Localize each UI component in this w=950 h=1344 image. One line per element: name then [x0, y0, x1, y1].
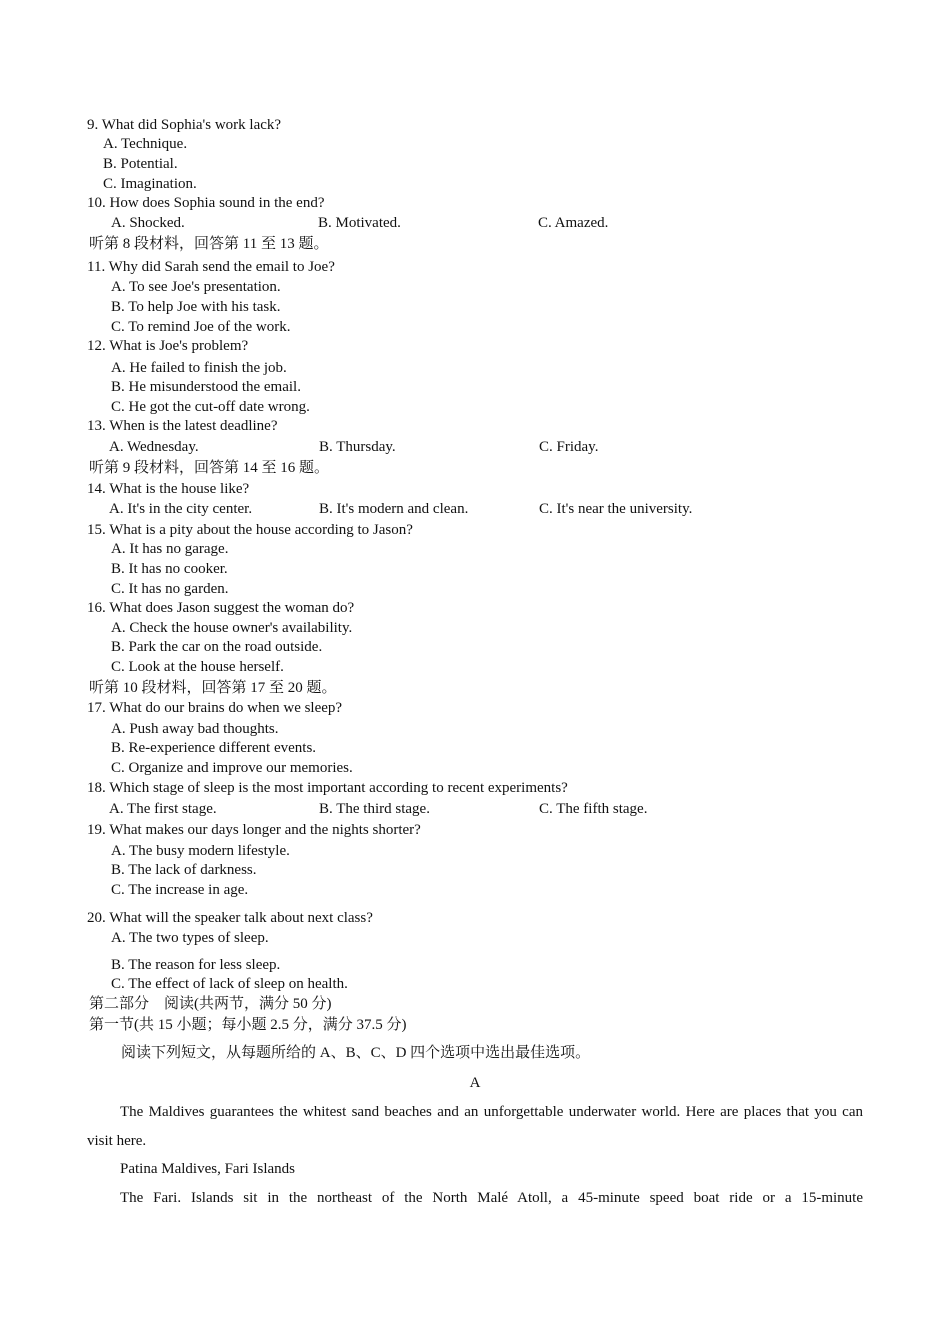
option: C. The increase in age.: [111, 882, 249, 898]
option: B. The reason for less sleep.: [111, 957, 281, 973]
option: A. He failed to finish the job.: [111, 360, 287, 376]
option: A. The busy modern lifestyle.: [111, 843, 290, 859]
option: A. Push away bad thoughts.: [111, 721, 279, 737]
question-stem: 18. Which stage of sleep is the most important according to recent experiments?: [87, 780, 568, 796]
option: B. Potential.: [103, 156, 178, 172]
option: A. To see Joe's presentation.: [111, 279, 281, 295]
option: A. It's in the city center.: [109, 501, 253, 517]
option: B. The lack of darkness.: [111, 862, 257, 878]
passage-subheading: Patina Maldives, Fari Islands: [120, 1161, 295, 1177]
passage-intro: The Maldives guarantees the whitest sand beaches and an unforgettable underwater world. Here are places that you can visit here.: [87, 1104, 863, 1149]
option: A. Technique.: [103, 136, 188, 152]
option: A. The first stage.: [109, 801, 217, 817]
option: B. He misunderstood the email.: [111, 379, 301, 395]
option: B. The third stage.: [319, 801, 430, 817]
question-stem: 17. What do our brains do when we sleep?: [87, 700, 343, 716]
option: A. The two types of sleep.: [111, 930, 269, 946]
question-stem: 11. Why did Sarah send the email to Joe?: [87, 259, 335, 275]
option: C. To remind Joe of the work.: [111, 319, 291, 335]
option: C. He got the cut-off date wrong.: [111, 399, 310, 415]
option: B. Park the car on the road outside.: [111, 639, 323, 655]
question-stem: 20. What will the speaker talk about next class?: [87, 910, 373, 926]
option: B. It's modern and clean.: [319, 501, 469, 517]
option: B. To help Joe with his task.: [111, 299, 281, 315]
option: B. Motivated.: [318, 215, 401, 231]
option: C. It's near the university.: [539, 501, 693, 517]
question-stem: 10. How does Sophia sound in the end?: [87, 195, 325, 211]
section-instruction: 听第 8 段材料，回答第 11 至 13 题。: [89, 236, 329, 252]
question-stem: 14. What is the house like?: [87, 481, 250, 497]
question-stem: 16. What does Jason suggest the woman do?: [87, 600, 355, 616]
question-stem: 13. When is the latest deadline?: [87, 418, 278, 434]
section-instruction: 听第 10 段材料，回答第 17 至 20 题。: [89, 680, 337, 696]
option: A. It has no garage.: [111, 541, 229, 557]
option: A. Check the house owner's availability.: [111, 620, 353, 636]
question-stem: 19. What makes our days longer and the nights shorter?: [87, 822, 421, 838]
question-stem: 15. What is a pity about the house according to Jason?: [87, 522, 413, 538]
passage-paragraph: The Fari. Islands sit in the northeast of the North Malé Atoll, a 45-minute speed boat ride or a 15-minute: [120, 1190, 863, 1206]
option: C. It has no garden.: [111, 581, 229, 597]
part-heading: 第二部分 阅读(共两节，满分 50 分): [89, 996, 332, 1012]
question-stem: 12. What is Joe's problem?: [87, 338, 249, 354]
option: C. Amazed.: [538, 215, 609, 231]
option: C. The effect of lack of sleep on health.: [111, 976, 348, 992]
option: B. Thursday.: [319, 439, 396, 455]
option: A. Shocked.: [111, 215, 185, 231]
option: C. Friday.: [539, 439, 599, 455]
passage-label: A: [469, 1075, 481, 1091]
question-stem: 9. What did Sophia's work lack?: [87, 117, 282, 133]
option: C. The fifth stage.: [539, 801, 648, 817]
option: B. Re-experience different events.: [111, 740, 317, 756]
section-instruction: 听第 9 段材料，回答第 14 至 16 题。: [89, 460, 330, 476]
option: B. It has no cooker.: [111, 561, 228, 577]
section-heading: 第一节(共 15 小题；每小题 2.5 分，满分 37.5 分): [89, 1017, 407, 1033]
option: C. Look at the house herself.: [111, 659, 284, 675]
option: A. Wednesday.: [109, 439, 199, 455]
reading-instruction: 阅读下列短文，从每题所给的 A、B、C、D 四个选项中选出最佳选项。: [121, 1045, 591, 1061]
option: C. Imagination.: [103, 176, 197, 192]
option: C. Organize and improve our memories.: [111, 760, 353, 776]
